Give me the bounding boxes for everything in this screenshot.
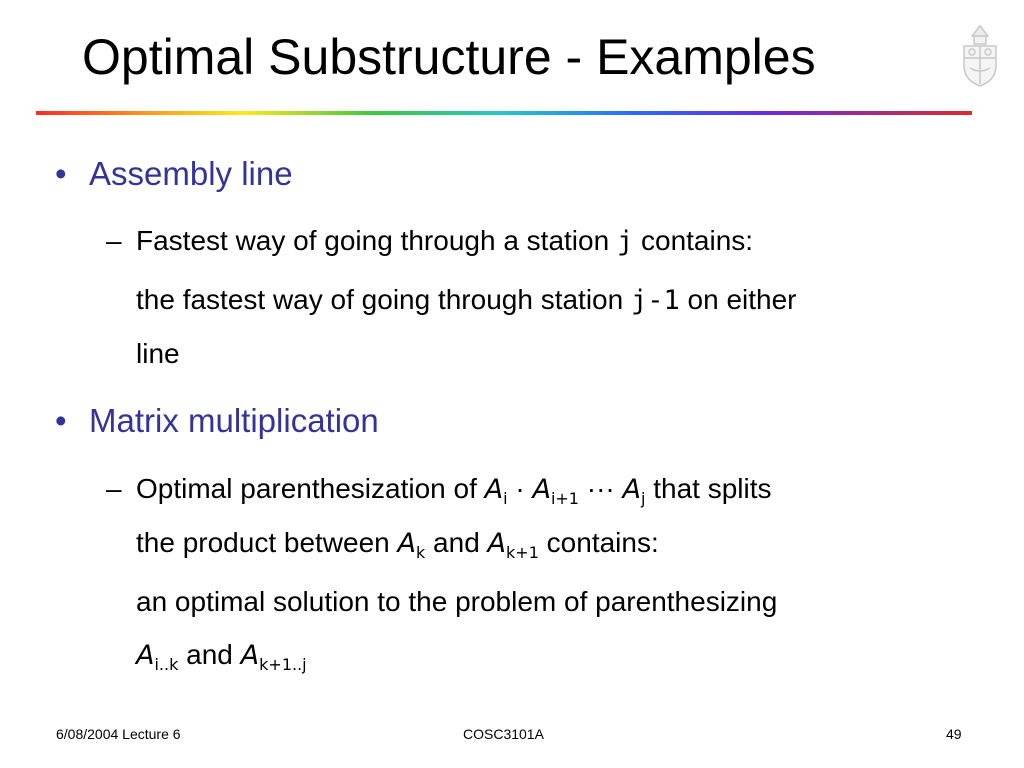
title-rainbow-divider [36,111,972,115]
subscript: i+1 [550,489,579,508]
bullet-text: Matrix multiplication [89,402,379,439]
continuation-line [136,527,659,562]
subbullet-marker: – [106,473,122,504]
subscript: j [641,489,646,508]
subscript: i..k [154,655,179,674]
and-text: and [425,527,488,558]
continuation-text-suffix: contains: [538,527,659,558]
subbullet-text-suffix: contains: [633,225,754,256]
ellipsis-operator: ··· [578,473,623,504]
matrix-symbol: A [484,474,504,505]
subbullet-marker: – [106,225,122,256]
continuation-text-suffix: on either [679,284,797,315]
matrix-symbol: A [397,528,416,559]
footer-course-code: COSC3101A [463,726,544,742]
continuation-text-prefix: the fastest way of going through station [136,284,631,315]
subscript: k+1 [506,543,539,562]
bullet-assembly-line [55,155,293,193]
slide-title: Optimal Substructure - Examples [82,29,816,85]
continuation-line: line [136,338,180,369]
continuation-line: an optimal solution to the problem of parenthesizing [136,586,778,617]
subbullet-text-suffix: that splits [645,473,772,504]
footer-page-number: 49 [946,726,962,742]
matrix-symbol: A [240,640,260,671]
station-j-minus-1: j-1 [630,285,680,316]
subscript: k+1..j [259,655,307,674]
matrix-symbol: A [487,528,507,559]
subbullet-fastest-way [106,225,753,257]
bullet-marker: • [55,402,67,439]
subscript: i [503,489,508,508]
university-crest-icon [958,22,1002,88]
bullet-marker: • [55,155,67,192]
bullet-text: Assembly line [89,155,293,192]
bullet-matrix-multiplication [55,402,379,440]
matrix-symbol: A [532,474,551,505]
and-text: and [178,639,241,670]
dot-operator: · [507,473,533,504]
matrix-symbol: A [622,474,641,505]
continuation-text-prefix: the product between [136,527,398,558]
subbullet-optimal-parenthesization [106,473,772,508]
subbullet-text-prefix: Optimal parenthesization of [136,473,485,504]
matrix-symbol: A [136,640,155,671]
subbullet-text-prefix: Fastest way of going through a station [136,225,617,256]
footer-date-lecture: 6/08/2004 Lecture 6 [56,726,181,742]
subscript: k [416,543,426,562]
continuation-line [136,284,797,316]
station-j: j [616,226,634,257]
continuation-line [136,639,307,674]
